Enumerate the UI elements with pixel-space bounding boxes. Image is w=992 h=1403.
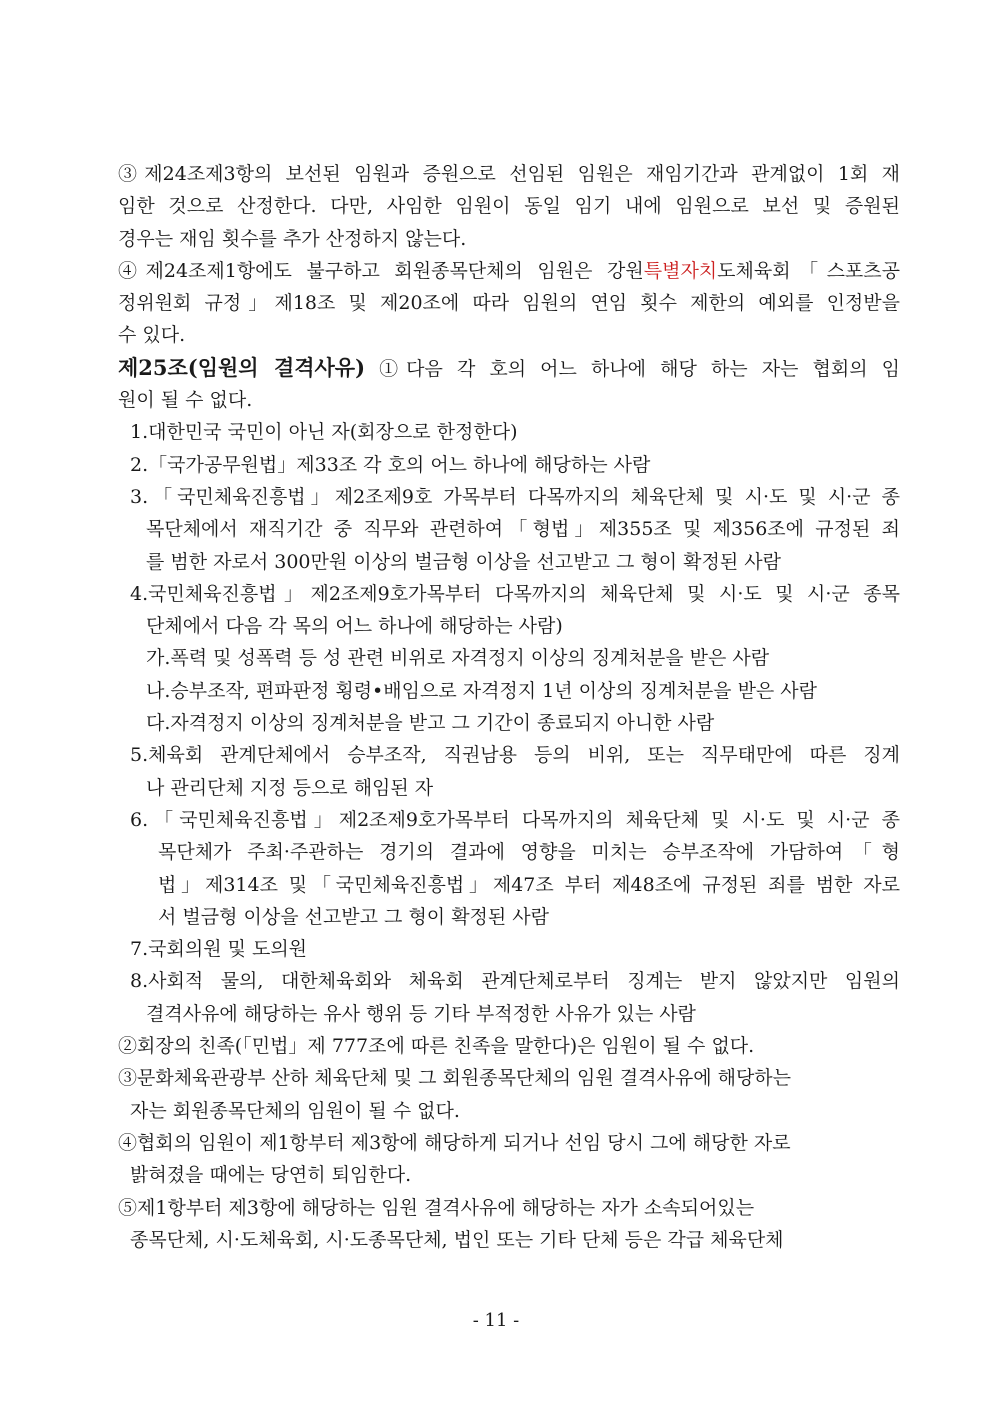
text-line: 밝혀졌을 때에는 당연히 퇴임한다.	[130, 1164, 412, 1187]
page-number: - 11 -	[472, 1310, 520, 1331]
sub-list-item: 가.폭력 및 성폭력 등 성 관련 비위로 자격정지 이상의 징계처분을 받은 사람	[146, 647, 770, 670]
highlighted-text: 특별자치	[643, 259, 718, 282]
list-item-continuation: 목단체에서 재직기간 중 직무와 관련하여「형법」제355조 및 제356조에 규정된 죄	[146, 518, 900, 541]
list-item: 3.「국민체육진흥법」제2조제9호 가목부터 다목까지의 체육단체 및 시·도 및 시·군 종	[130, 485, 900, 508]
list-item: 6.「국민체육진흥법」제2조제9호가목부터 다목까지의 체육단체 및 시·도 및 시·군 종	[130, 808, 900, 831]
text-line: ⑤제1항부터 제3항에 해당하는 임원 결격사유에 해당하는 자가 소속되어있는	[118, 1196, 755, 1219]
text-line: ④협회의 임원이 제1항부터 제3항에 해당하게 되거나 선임 당시 그에 해당한 자로	[118, 1131, 791, 1154]
list-item-continuation: 결격사유에 해당하는 유사 행위 등 기타 부적정한 사유가 있는 사람	[146, 1002, 696, 1025]
list-item: 4.국민체육진흥법」제2조제9호가목부터 다목까지의 체육단체 및 시·도 및 시·군 종목	[130, 582, 900, 605]
text-segment: 도체육회「스포츠공	[717, 259, 900, 282]
text-line: 정위원회 규정」제18조 및 제20조에 따라 임원의 연임 횟수 제한의 예외를 인정받을	[118, 292, 900, 315]
text-segment: ④제24조제1항에도 불구하고 회원종목단체의 임원은 강원	[118, 259, 644, 282]
document-body	[118, 158, 900, 1256]
text-line: 임한 것으로 산정한다. 다만, 사임한 임원이 동일 임기 내에 임원으로 보선 및 증원된	[118, 195, 900, 218]
article-heading: 제25조(임원의 결격사유)	[118, 354, 366, 380]
list-item: 8.사회적 물의, 대한체육회와 체육회 관계단체로부터 징계는 받지 않았지만 임원의	[130, 970, 900, 993]
text-segment: ①다음 각 호의 어느 하나에 해당 하는 자는 협회의 임	[365, 357, 900, 380]
article-line	[118, 352, 900, 384]
list-item: 1.대한민국 국민이 아닌 자(회장으로 한정한다)	[130, 421, 518, 444]
list-item: 7.국회의원 및 도의원	[130, 938, 308, 961]
text-line: 자는 회원종목단체의 임원이 될 수 없다.	[130, 1099, 460, 1122]
text-line-with-highlight	[118, 255, 900, 287]
list-item-continuation: 서 벌금형 이상을 선고받고 그 형이 확정된 사람	[158, 905, 550, 928]
list-item-continuation: 를 범한 자로서 300만원 이상의 벌금형 이상을 선고받고 그 형이 확정된 사람	[146, 550, 781, 573]
list-item-continuation: 목단체가 주최·주관하는 경기의 결과에 영향을 미치는 승부조작에 가담하여「형	[158, 841, 900, 864]
sub-list-item: 다.자격정지 이상의 징계처분을 받고 그 기간이 종료되지 아니한 사람	[146, 712, 715, 735]
list-item-continuation: 나 관리단체 지정 등으로 해임된 자	[146, 776, 434, 799]
text-line: ③문화체육관광부 산하 체육단체 및 그 회원종목단체의 임원 결격사유에 해당하는	[118, 1067, 792, 1090]
list-item-continuation: 법」제314조 및「국민체육진흥법」제47조 부터 제48조에 규정된 죄를 범한 자로	[158, 873, 900, 896]
list-item: 5.체육회 관계단체에서 승부조작, 직권남용 등의 비위, 또는 직무태만에 따른 징계	[130, 744, 900, 767]
text-line: 원이 될 수 없다.	[118, 389, 253, 412]
text-line: ②회장의 친족(「민법」제 777조에 따른 친족을 말한다)은 임원이 될 수 없다.	[118, 1035, 755, 1058]
text-line: ③제24조제3항의 보선된 임원과 증원으로 선임된 임원은 재임기간과 관계없이 1회 재	[118, 163, 900, 185]
text-line: 수 있다.	[118, 324, 186, 347]
text-line: 경우는 재임 횟수를 추가 산정하지 않는다.	[118, 227, 467, 250]
list-item: 2.「국가공무원법」제33조 각 호의 어느 하나에 해당하는 사람	[130, 453, 651, 476]
list-item-continuation: 단체에서 다음 각 목의 어느 하나에 해당하는 사람)	[146, 615, 563, 638]
sub-list-item: 나.승부조작, 편파판정 횡령•배임으로 자격정지 1년 이상의 징계처분을 받은 사람	[146, 679, 818, 702]
text-line: 종목단체, 시·도체육회, 시·도종목단체, 법인 또는 기타 단체 등은 각급 체육단체	[130, 1228, 784, 1251]
